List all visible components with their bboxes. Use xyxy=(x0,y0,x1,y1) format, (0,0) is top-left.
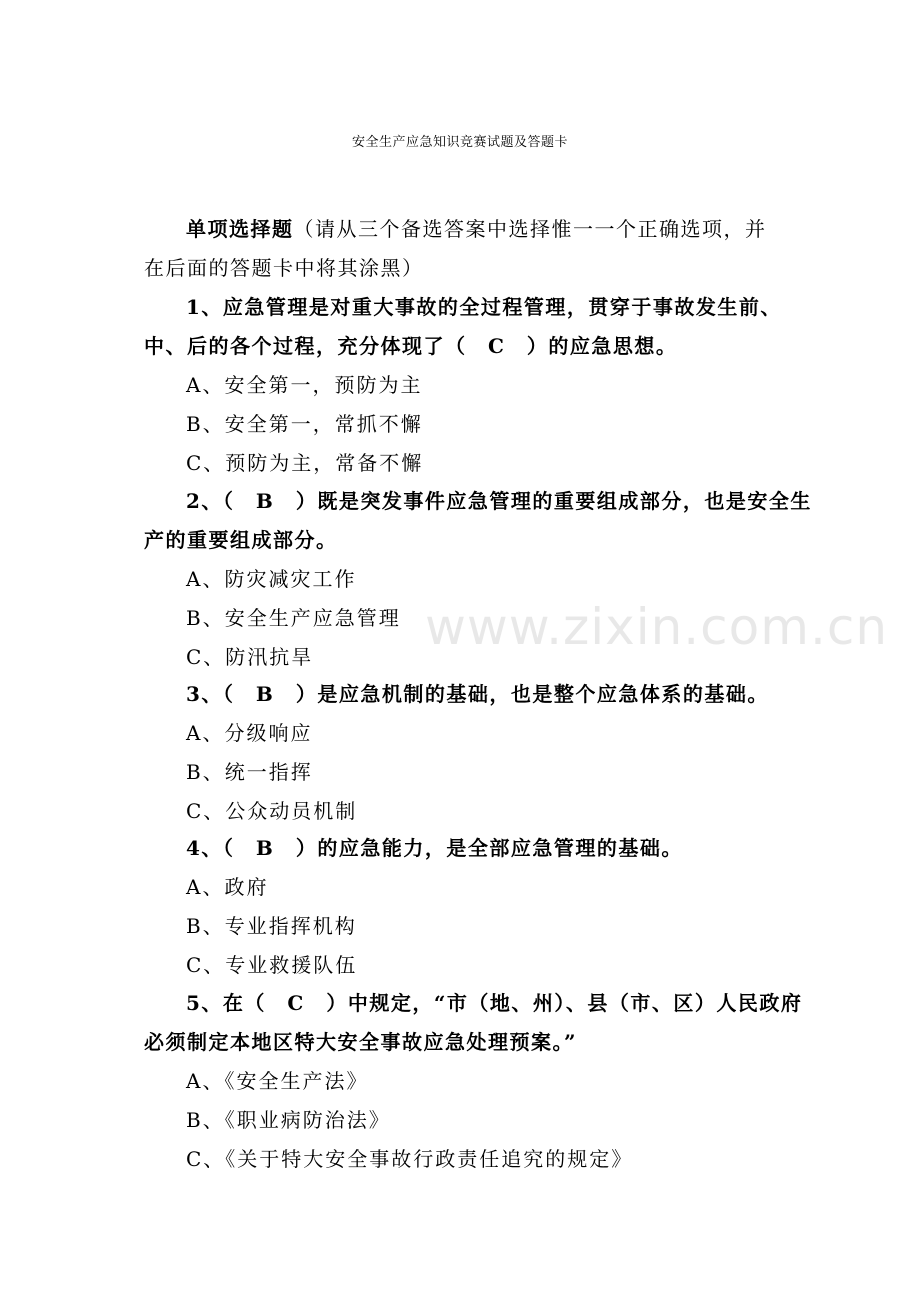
question-5-option-c: C、《关于特大安全事故行政责任追究的规定》 xyxy=(186,1147,634,1171)
question-2-option-a: A、防灾减灾工作 xyxy=(186,567,357,591)
question-5-line-1: 5、在（ C ）中规定，“市（地、州）、县（市、区）人民政府 xyxy=(186,991,803,1015)
question-5-option-b: B、《职业病防治法》 xyxy=(186,1108,391,1132)
question-3-option-c: C、公众动员机制 xyxy=(186,799,358,823)
question-4-line-1: 4、（ B ）的应急能力，是全部应急管理的基础。 xyxy=(186,836,683,860)
question-2-option-b: B、安全生产应急管理 xyxy=(186,606,401,630)
instructions-text-1: （请从三个备选答案中选择惟一一个正确选项，并 xyxy=(293,217,767,241)
question-1-line-1: 1、应急管理是对重大事故的全过程管理，贯穿于事故发生前、 xyxy=(186,295,782,319)
question-1-option-c: C、预防为主，常备不懈 xyxy=(186,451,424,475)
watermark: www.zixin.com.cn xyxy=(425,598,889,656)
question-1-option-a: A、安全第一，预防为主 xyxy=(186,373,423,397)
document-title: 安全生产应急知识竞赛试题及答题卡 xyxy=(351,135,568,150)
section-heading: 单项选择题 xyxy=(186,217,294,241)
instructions-line-2: 在后面的答题卡中将其涂黑） xyxy=(144,256,424,280)
question-1-line-2: 中、后的各个过程，充分体现了（ C ）的应急思想。 xyxy=(144,334,678,358)
question-1-option-b: B、安全第一，常抓不懈 xyxy=(186,412,423,436)
question-2-line-2: 产的重要组成部分。 xyxy=(144,528,338,552)
question-5-line-2: 必须制定本地区特大安全事故应急处理预案。” xyxy=(144,1030,578,1054)
question-3-line-1: 3、（ B ）是应急机制的基础，也是整个应急体系的基础。 xyxy=(186,682,769,706)
instructions-line-1 xyxy=(144,210,784,249)
question-2-line-1: 2、（ B ）既是突发事件应急管理的重要组成部分，也是安全生 xyxy=(186,489,812,513)
question-4-option-c: C、专业救援队伍 xyxy=(186,953,358,977)
question-3-option-a: A、分级响应 xyxy=(186,721,313,745)
question-5-option-a: A、《安全生产法》 xyxy=(186,1069,369,1093)
question-2-option-c: C、防汛抗旱 xyxy=(186,645,314,669)
question-4-option-a: A、政府 xyxy=(186,875,269,899)
question-4-option-b: B、专业指挥机构 xyxy=(186,914,357,938)
question-3-option-b: B、统一指挥 xyxy=(186,760,313,784)
